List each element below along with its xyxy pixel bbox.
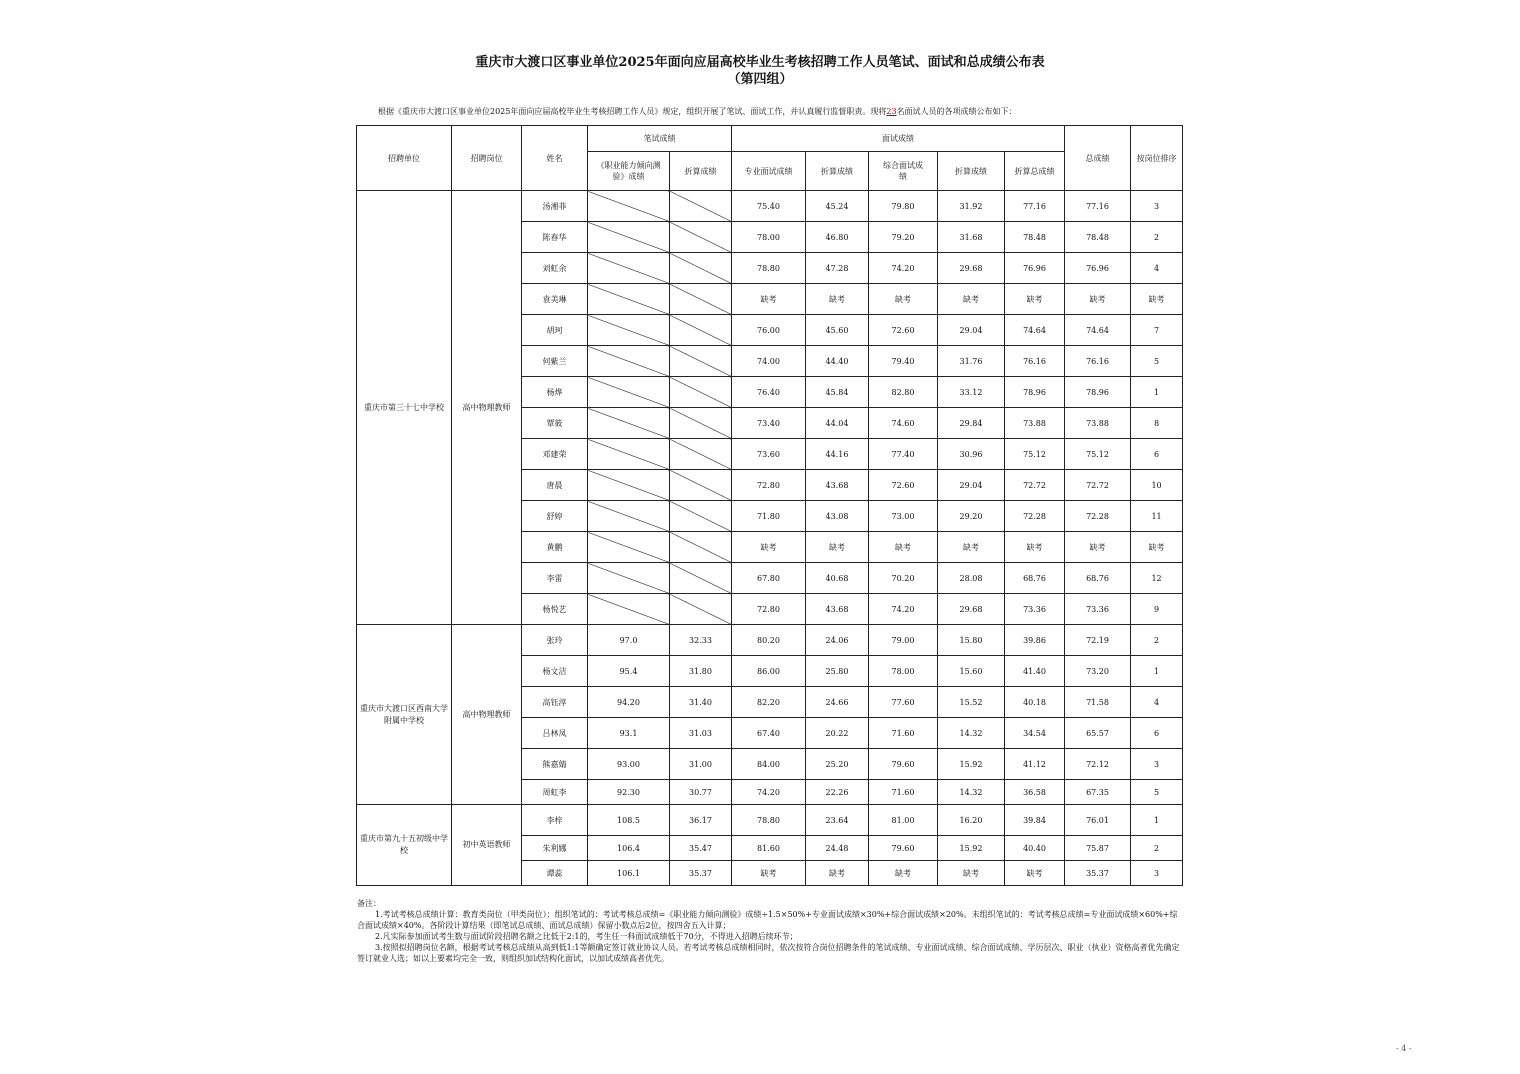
prof-cell: 78.00 — [732, 222, 806, 253]
rank-cell: 4 — [1131, 687, 1183, 718]
prof-cell: 86.00 — [732, 656, 806, 687]
comp-cell: 74.20 — [869, 253, 938, 284]
rank-cell: 5 — [1131, 346, 1183, 377]
total-cell: 78.48 — [1065, 222, 1131, 253]
comp-cell: 79.20 — [869, 222, 938, 253]
written-conv-cell: 31.03 — [670, 718, 732, 749]
comp-cell: 72.60 — [869, 470, 938, 501]
written-conv-cell: 35.47 — [670, 836, 732, 861]
header-written-score: 《职业能力倾向测验》成绩 — [588, 152, 670, 191]
prof-conv-cell: 44.16 — [806, 439, 869, 470]
written-cell — [588, 532, 670, 563]
header-prof-interview: 专业面试成绩 — [732, 152, 806, 191]
header-written-group: 笔试成绩 — [588, 126, 732, 152]
rank-cell: 5 — [1131, 780, 1183, 805]
prof-conv-cell: 25.80 — [806, 656, 869, 687]
comp-cell: 71.60 — [869, 718, 938, 749]
prof-cell: 78.80 — [732, 805, 806, 836]
written-conv-cell: 30.77 — [670, 780, 732, 805]
written-cell: 106.4 — [588, 836, 670, 861]
prof-cell: 67.40 — [732, 718, 806, 749]
prof-conv-cell: 43.08 — [806, 501, 869, 532]
comp-cell: 缺考 — [869, 532, 938, 563]
comp-conv-cell: 29.68 — [938, 253, 1005, 284]
total-cell: 72.19 — [1065, 625, 1131, 656]
name-cell: 朱利娜 — [522, 836, 588, 861]
page-number: - 4 - — [1396, 1044, 1412, 1053]
name-cell: 胡珂 — [522, 315, 588, 346]
total-cell: 73.36 — [1065, 594, 1131, 625]
total-cell: 72.72 — [1065, 470, 1131, 501]
comp-cell: 77.60 — [869, 687, 938, 718]
rank-cell: 12 — [1131, 563, 1183, 594]
comp-conv-cell: 缺考 — [938, 532, 1005, 563]
prof-cell: 缺考 — [732, 861, 806, 886]
name-cell: 张玲 — [522, 625, 588, 656]
prof-conv-cell: 44.40 — [806, 346, 869, 377]
prof-cell: 76.00 — [732, 315, 806, 346]
comp-cell: 70.20 — [869, 563, 938, 594]
written-cell: 93.1 — [588, 718, 670, 749]
written-conv-cell — [670, 439, 732, 470]
written-cell — [588, 594, 670, 625]
rank-cell: 8 — [1131, 408, 1183, 439]
prof-conv-cell: 43.68 — [806, 470, 869, 501]
written-conv-cell — [670, 191, 732, 222]
written-cell — [588, 563, 670, 594]
comp-cell: 79.40 — [869, 346, 938, 377]
comp-cell: 79.60 — [869, 836, 938, 861]
comp-conv-cell: 缺考 — [938, 861, 1005, 886]
comp-cell: 73.00 — [869, 501, 938, 532]
notes-section — [357, 898, 1183, 964]
prof-cell: 81.60 — [732, 836, 806, 861]
prof-conv-cell: 24.06 — [806, 625, 869, 656]
interview-total-cell: 36.58 — [1005, 780, 1065, 805]
header-rank: 按岗位排序 — [1131, 126, 1183, 191]
written-cell: 93.00 — [588, 749, 670, 780]
rank-cell: 1 — [1131, 656, 1183, 687]
total-cell: 72.12 — [1065, 749, 1131, 780]
interview-total-cell: 40.40 — [1005, 836, 1065, 861]
total-cell: 76.16 — [1065, 346, 1131, 377]
prof-conv-cell: 缺考 — [806, 861, 869, 886]
total-cell: 65.57 — [1065, 718, 1131, 749]
rank-cell: 11 — [1131, 501, 1183, 532]
prof-cell: 76.40 — [732, 377, 806, 408]
written-cell — [588, 346, 670, 377]
comp-cell: 81.00 — [869, 805, 938, 836]
written-conv-cell — [670, 377, 732, 408]
comp-cell: 79.60 — [869, 749, 938, 780]
comp-conv-cell: 29.20 — [938, 501, 1005, 532]
total-cell: 缺考 — [1065, 532, 1131, 563]
total-cell: 77.16 — [1065, 191, 1131, 222]
interview-total-cell: 缺考 — [1005, 861, 1065, 886]
name-cell: 杨悦艺 — [522, 594, 588, 625]
header-interview-total-conv: 折算总成绩 — [1005, 152, 1065, 191]
comp-conv-cell: 14.32 — [938, 780, 1005, 805]
comp-cell: 74.60 — [869, 408, 938, 439]
name-cell: 周虹李 — [522, 780, 588, 805]
prof-conv-cell: 20.22 — [806, 718, 869, 749]
prof-cell: 80.20 — [732, 625, 806, 656]
comp-cell: 缺考 — [869, 861, 938, 886]
comp-cell: 78.00 — [869, 656, 938, 687]
rank-cell: 3 — [1131, 191, 1183, 222]
interview-total-cell: 73.36 — [1005, 594, 1065, 625]
note-item-3: 3.按照拟招聘岗位名额，根据考试考核总成绩从高到低1:1等额确定签订就业协议人员。若考试考核总成绩相同时，依次按符合岗位招聘条件的笔试成绩、专业面试成绩、综合面试成绩、学历层次、职业（执业）资格高者优先确定签订就业人选；如以上要素均完全一致，则组织加试结构化面试，以加试成绩高者优先。 — [357, 943, 1180, 963]
comp-conv-cell: 29.84 — [938, 408, 1005, 439]
written-cell: 95.4 — [588, 656, 670, 687]
prof-conv-cell: 40.68 — [806, 563, 869, 594]
total-cell: 73.20 — [1065, 656, 1131, 687]
rank-cell: 4 — [1131, 253, 1183, 284]
prof-conv-cell: 22.26 — [806, 780, 869, 805]
post-cell: 高中物理教师 — [452, 191, 522, 625]
rank-cell: 2 — [1131, 836, 1183, 861]
comp-cell: 71.60 — [869, 780, 938, 805]
written-conv-cell — [670, 346, 732, 377]
total-cell: 35.37 — [1065, 861, 1131, 886]
comp-conv-cell: 15.92 — [938, 749, 1005, 780]
interview-total-cell: 72.28 — [1005, 501, 1065, 532]
prof-cell: 84.00 — [732, 749, 806, 780]
interview-total-cell: 76.16 — [1005, 346, 1065, 377]
written-conv-cell — [670, 222, 732, 253]
intro-text — [378, 106, 1017, 118]
comp-conv-cell: 29.04 — [938, 315, 1005, 346]
written-conv-cell — [670, 563, 732, 594]
comp-conv-cell: 29.04 — [938, 470, 1005, 501]
written-cell: 106.1 — [588, 861, 670, 886]
interview-total-cell: 40.18 — [1005, 687, 1065, 718]
interview-total-cell: 缺考 — [1005, 284, 1065, 315]
prof-cell: 73.60 — [732, 439, 806, 470]
interview-total-cell: 72.72 — [1005, 470, 1065, 501]
interview-total-cell: 39.86 — [1005, 625, 1065, 656]
written-cell — [588, 408, 670, 439]
header-comp-interview: 综合面试成绩 — [869, 152, 938, 191]
total-cell: 72.28 — [1065, 501, 1131, 532]
intro-after: 名面试人员的各项成绩公布如下： — [896, 107, 1017, 116]
name-cell: 吕林凤 — [522, 718, 588, 749]
prof-conv-cell: 45.84 — [806, 377, 869, 408]
comp-conv-cell: 33.12 — [938, 377, 1005, 408]
name-cell: 覃筱 — [522, 408, 588, 439]
written-conv-cell — [670, 470, 732, 501]
interview-total-cell: 78.48 — [1005, 222, 1065, 253]
header-comp-conv: 折算成绩 — [938, 152, 1005, 191]
prof-conv-cell: 44.04 — [806, 408, 869, 439]
prof-cell: 72.80 — [732, 594, 806, 625]
prof-conv-cell: 46.80 — [806, 222, 869, 253]
comp-conv-cell: 31.76 — [938, 346, 1005, 377]
name-cell: 陈春华 — [522, 222, 588, 253]
written-conv-cell — [670, 501, 732, 532]
written-cell — [588, 377, 670, 408]
name-cell: 杨烨 — [522, 377, 588, 408]
written-cell — [588, 253, 670, 284]
name-cell: 汤湘菲 — [522, 191, 588, 222]
written-conv-cell: 35.37 — [670, 861, 732, 886]
prof-cell: 71.80 — [732, 501, 806, 532]
written-cell: 108.5 — [588, 805, 670, 836]
total-cell: 74.64 — [1065, 315, 1131, 346]
interview-total-cell: 77.16 — [1005, 191, 1065, 222]
written-conv-cell — [670, 532, 732, 563]
comp-cell: 79.00 — [869, 625, 938, 656]
name-cell: 刘虹余 — [522, 253, 588, 284]
interview-total-cell: 34.54 — [1005, 718, 1065, 749]
name-cell: 李梓 — [522, 805, 588, 836]
written-conv-cell — [670, 408, 732, 439]
page-title: 重庆市大渡口区事业单位2025年面向应届高校毕业生考核招聘工作人员笔试、面试和总成绩公布表 — [475, 55, 1045, 70]
header-interview-group: 面试成绩 — [732, 126, 1065, 152]
prof-cell: 72.80 — [732, 470, 806, 501]
header-unit: 招聘单位 — [357, 126, 452, 191]
prof-conv-cell: 43.68 — [806, 594, 869, 625]
name-cell: 袁美琳 — [522, 284, 588, 315]
comp-conv-cell: 31.92 — [938, 191, 1005, 222]
total-cell: 缺考 — [1065, 284, 1131, 315]
written-conv-cell: 31.80 — [670, 656, 732, 687]
unit-cell: 重庆市第三十七中学校 — [357, 191, 452, 625]
comp-conv-cell: 30.96 — [938, 439, 1005, 470]
prof-conv-cell: 45.24 — [806, 191, 869, 222]
comp-cell: 79.80 — [869, 191, 938, 222]
comp-cell: 缺考 — [869, 284, 938, 315]
prof-conv-cell: 24.66 — [806, 687, 869, 718]
rank-cell: 9 — [1131, 594, 1183, 625]
comp-conv-cell: 15.80 — [938, 625, 1005, 656]
rank-cell: 缺考 — [1131, 284, 1183, 315]
prof-conv-cell: 缺考 — [806, 284, 869, 315]
prof-cell: 67.80 — [732, 563, 806, 594]
written-conv-cell — [670, 315, 732, 346]
interview-total-cell: 75.12 — [1005, 439, 1065, 470]
comp-conv-cell: 31.68 — [938, 222, 1005, 253]
comp-conv-cell: 15.60 — [938, 656, 1005, 687]
total-cell: 76.96 — [1065, 253, 1131, 284]
total-cell: 75.87 — [1065, 836, 1131, 861]
intro-count: 23 — [886, 107, 897, 116]
written-cell — [588, 315, 670, 346]
header-written-conv: 折算成绩 — [670, 152, 732, 191]
name-cell: 黄鹏 — [522, 532, 588, 563]
prof-conv-cell: 23.64 — [806, 805, 869, 836]
comp-conv-cell: 28.08 — [938, 563, 1005, 594]
note-item-1: 1.考试考核总成绩计算：教育类岗位（甲类岗位）：组织笔试的：考试考核总成绩=《职业能力倾向测验》成绩÷1.5×50%+专业面试成绩×30%+综合面试成绩×20%。未组织笔试的：考试考核总成绩=专业面试成绩×60%+综合面试成绩×40%。各阶段计算结果（即笔试总成绩、面试总成绩）保留小数点后2位，按四舍五入计算； — [357, 910, 1178, 930]
rank-cell: 7 — [1131, 315, 1183, 346]
written-conv-cell — [670, 594, 732, 625]
rank-cell: 3 — [1131, 749, 1183, 780]
header-name: 姓名 — [522, 126, 588, 191]
rank-cell: 2 — [1131, 222, 1183, 253]
written-conv-cell: 36.17 — [670, 805, 732, 836]
name-cell: 何紫兰 — [522, 346, 588, 377]
total-cell: 75.12 — [1065, 439, 1131, 470]
interview-total-cell: 74.64 — [1005, 315, 1065, 346]
rank-cell: 1 — [1131, 377, 1183, 408]
total-cell: 76.01 — [1065, 805, 1131, 836]
comp-cell: 72.60 — [869, 315, 938, 346]
name-cell: 谭蕊 — [522, 861, 588, 886]
post-cell: 初中英语教师 — [452, 805, 522, 886]
written-cell: 92.30 — [588, 780, 670, 805]
table-row — [357, 625, 1183, 656]
note-item-2: 2.凡实际参加面试考生数与面试阶段招聘名额之比低于2:1的，考生任一科面试成绩低于70分，不得进入招聘后续环节； — [375, 932, 798, 941]
table-row — [357, 191, 1183, 222]
written-conv-cell — [670, 253, 732, 284]
rank-cell: 6 — [1131, 439, 1183, 470]
total-cell: 68.76 — [1065, 563, 1131, 594]
interview-total-cell: 41.40 — [1005, 656, 1065, 687]
prof-cell: 82.20 — [732, 687, 806, 718]
prof-cell: 74.20 — [732, 780, 806, 805]
written-cell — [588, 222, 670, 253]
written-cell — [588, 470, 670, 501]
prof-cell: 缺考 — [732, 532, 806, 563]
name-cell: 唐晨 — [522, 470, 588, 501]
prof-cell: 74.00 — [732, 346, 806, 377]
written-cell — [588, 501, 670, 532]
unit-cell: 重庆市第九十五初级中学校 — [357, 805, 452, 886]
written-cell: 97.0 — [588, 625, 670, 656]
table-row — [357, 805, 1183, 836]
rank-cell: 6 — [1131, 718, 1183, 749]
scores-table — [356, 125, 1183, 886]
comp-cell: 82.80 — [869, 377, 938, 408]
prof-conv-cell: 47.28 — [806, 253, 869, 284]
prof-conv-cell: 缺考 — [806, 532, 869, 563]
comp-cell: 77.40 — [869, 439, 938, 470]
total-cell: 67.35 — [1065, 780, 1131, 805]
header-prof-conv: 折算成绩 — [806, 152, 869, 191]
interview-total-cell: 76.96 — [1005, 253, 1065, 284]
header-post: 招聘岗位 — [452, 126, 522, 191]
prof-conv-cell: 24.48 — [806, 836, 869, 861]
rank-cell: 10 — [1131, 470, 1183, 501]
interview-total-cell: 68.76 — [1005, 563, 1065, 594]
written-cell — [588, 439, 670, 470]
unit-cell: 重庆市大渡口区西南大学附属中学校 — [357, 625, 452, 805]
prof-cell: 缺考 — [732, 284, 806, 315]
prof-cell: 78.80 — [732, 253, 806, 284]
rank-cell: 1 — [1131, 805, 1183, 836]
prof-conv-cell: 45.60 — [806, 315, 869, 346]
total-cell: 78.96 — [1065, 377, 1131, 408]
comp-conv-cell: 缺考 — [938, 284, 1005, 315]
interview-total-cell: 78.96 — [1005, 377, 1065, 408]
written-conv-cell — [670, 284, 732, 315]
intro-before: 根据《重庆市大渡口区事业单位2025年面向应届高校毕业生考核招聘工作人员》规定，组织开展了笔试、面试工作，并认真履行监督职责。现将 — [378, 107, 887, 116]
prof-cell: 73.40 — [732, 408, 806, 439]
name-cell: 李雷 — [522, 563, 588, 594]
comp-cell: 74.20 — [869, 594, 938, 625]
rank-cell: 2 — [1131, 625, 1183, 656]
comp-conv-cell: 15.52 — [938, 687, 1005, 718]
rank-cell: 3 — [1131, 861, 1183, 886]
comp-conv-cell: 16.20 — [938, 805, 1005, 836]
interview-total-cell: 41.12 — [1005, 749, 1065, 780]
rank-cell: 缺考 — [1131, 532, 1183, 563]
header-total: 总成绩 — [1065, 126, 1131, 191]
written-cell — [588, 191, 670, 222]
written-cell: 94.20 — [588, 687, 670, 718]
prof-cell: 75.40 — [732, 191, 806, 222]
total-cell: 73.88 — [1065, 408, 1131, 439]
comp-conv-cell: 14.32 — [938, 718, 1005, 749]
page-subtitle: （第四组） — [727, 72, 793, 87]
interview-total-cell: 73.88 — [1005, 408, 1065, 439]
written-conv-cell: 32.33 — [670, 625, 732, 656]
name-cell: 熊嘉婧 — [522, 749, 588, 780]
name-cell: 邓建荣 — [522, 439, 588, 470]
comp-conv-cell: 15.92 — [938, 836, 1005, 861]
prof-conv-cell: 25.20 — [806, 749, 869, 780]
interview-total-cell: 缺考 — [1005, 532, 1065, 563]
name-cell: 杨文洁 — [522, 656, 588, 687]
interview-total-cell: 39.84 — [1005, 805, 1065, 836]
post-cell: 高中物理教师 — [452, 625, 522, 805]
name-cell: 高钰淳 — [522, 687, 588, 718]
written-conv-cell: 31.40 — [670, 687, 732, 718]
written-cell — [588, 284, 670, 315]
comp-conv-cell: 29.68 — [938, 594, 1005, 625]
total-cell: 71.58 — [1065, 687, 1131, 718]
written-conv-cell: 31.00 — [670, 749, 732, 780]
notes-heading: 备注： — [357, 899, 381, 908]
name-cell: 舒婷 — [522, 501, 588, 532]
